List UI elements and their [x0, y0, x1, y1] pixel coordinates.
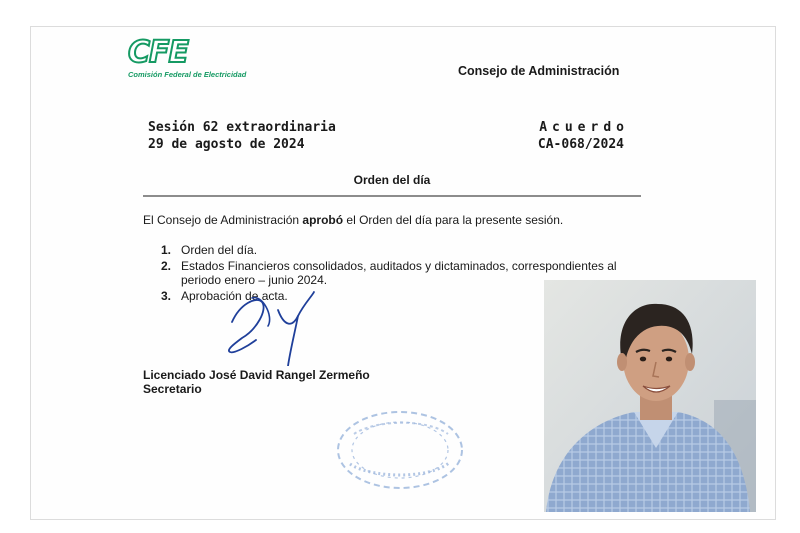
intro-paragraph [143, 213, 563, 227]
section-title: Orden del día [353, 173, 431, 187]
portrait-photo [544, 280, 756, 512]
agenda-item-text: Aprobación de acta. [181, 289, 288, 303]
intro-text-end: el Orden del día para la presente sesión. [343, 213, 564, 227]
signer-name: Licenciado José David Rangel Zermeño [143, 368, 370, 382]
agreement-info [516, 119, 629, 153]
agenda-item [161, 243, 651, 257]
agreement-label: Acuerdo [539, 120, 629, 135]
agenda-item-text: Estados Financieros consolidados, auditados y dictaminados, correspondientes al periodo enero – junio 2024. [181, 259, 617, 287]
session-date: 29 de agosto de 2024 [148, 137, 305, 152]
signer-role: Secretario [143, 382, 202, 396]
agenda-item-number: 2. [161, 259, 172, 273]
handwritten-signature [222, 286, 332, 366]
agenda-item-text: Orden del día. [181, 243, 258, 257]
council-heading: Consejo de Administración [458, 64, 620, 78]
divider [143, 195, 641, 197]
cfe-logo-subtitle: Comisión Federal de Electricidad [128, 70, 247, 79]
signer-block [143, 368, 370, 396]
agenda-item-number: 1. [161, 243, 172, 257]
session-info [148, 119, 336, 153]
intro-text-bold: aprobó [302, 213, 344, 227]
official-stamp [330, 404, 470, 496]
session-number: Sesión 62 extraordinaria [148, 120, 336, 135]
portrait-image [544, 280, 756, 512]
intro-text-start: El Consejo de Administración [143, 213, 303, 227]
cfe-logo [128, 35, 268, 79]
agreement-code: CA-068/2024 [537, 137, 624, 152]
cfe-logo-mark: CFE [128, 35, 189, 70]
agenda-item-number: 3. [161, 289, 172, 303]
